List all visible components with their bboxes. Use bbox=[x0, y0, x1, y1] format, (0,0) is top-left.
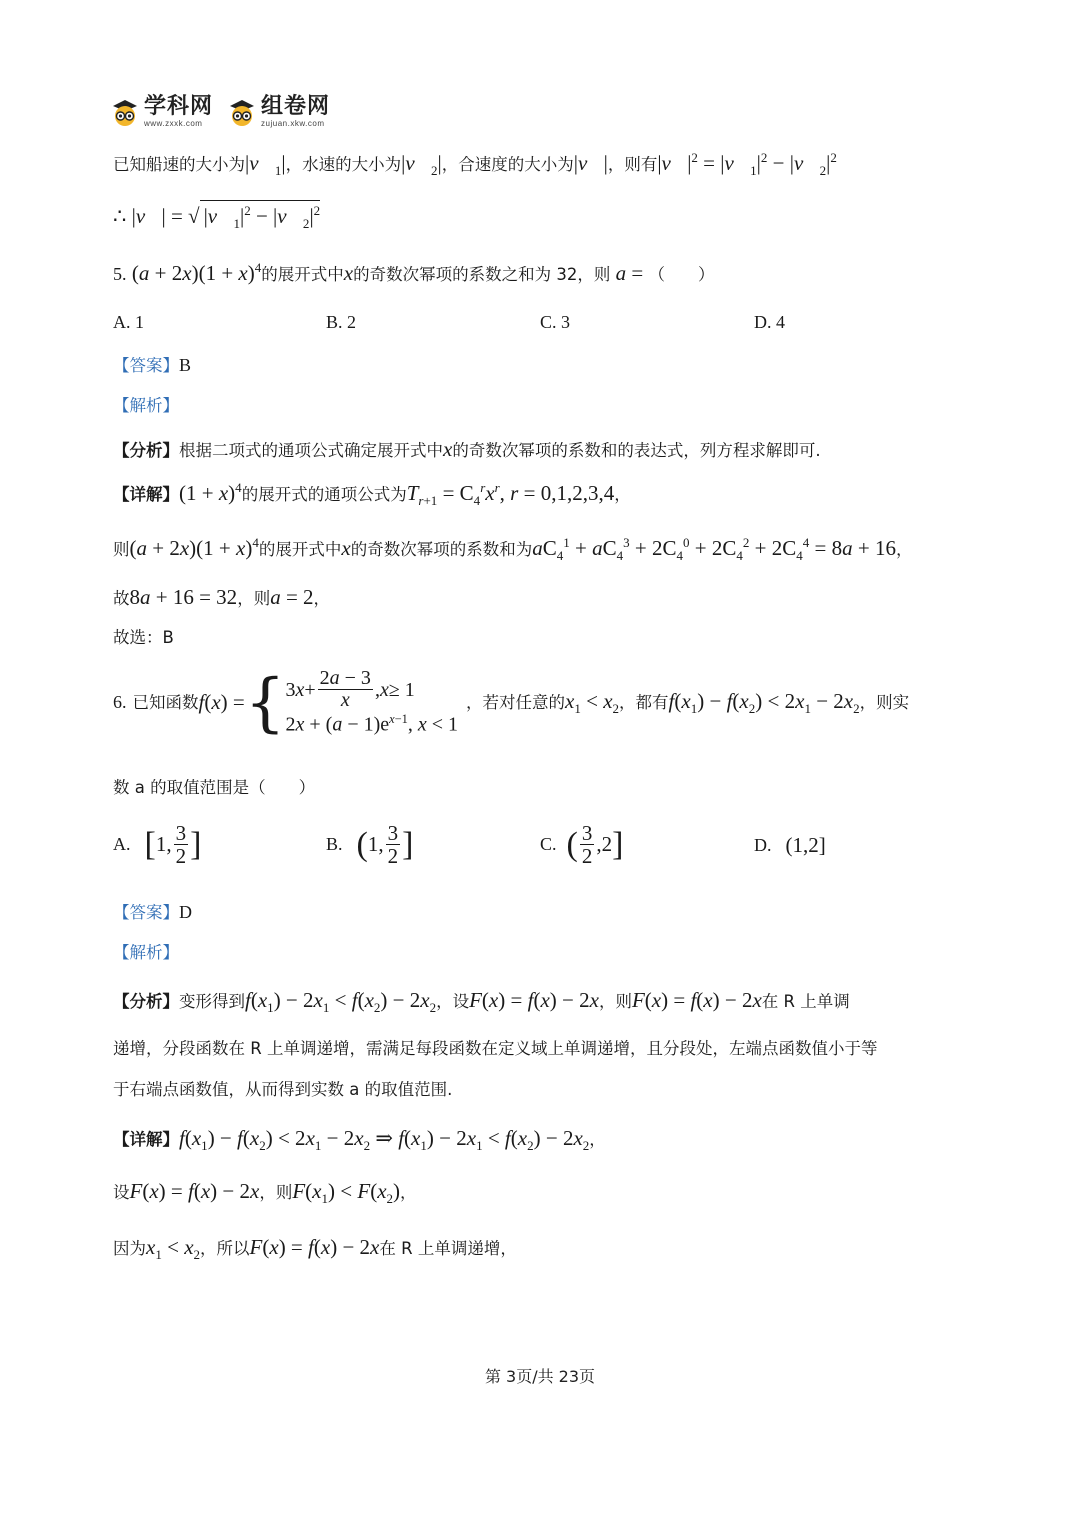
q6-stem-line2: 数 a 的取值范围是（ ） bbox=[113, 778, 316, 797]
q6-option-d[interactable]: D. (1,2] bbox=[754, 833, 826, 857]
q6-fenxi1: 【分析】变形得到$f(x_1) - 2x_1 < f(x_2) - 2x_2$，设F(x) = f(x) − 2x，则F(x) = f(x) − 2x在 R 上单调 bbox=[113, 988, 850, 1016]
zujuan-logo[interactable] bbox=[227, 96, 330, 128]
q6-stem-line1: 6. 已知函数 f(x) = { 3 x + $\frac{2a - 3}{x}$ , x ≥ 1 $2x + (a - 1)e^{x-1}$, x < 1 ，若对任意的 $x_1 < x_2$ ，都有 $f(x_1) - f(x_2) < 2x_1 - 2x_2$ ，则实 bbox=[113, 665, 910, 740]
q6-fenxi2: 递增，分段函数在 R 上单调递增，需满足每段函数在定义域上单调递增，且分段处，左端点函数值小于等 bbox=[113, 1039, 878, 1058]
brand1-name: 学科网 bbox=[144, 94, 214, 119]
q6-answer: 【答案】D bbox=[113, 902, 192, 922]
q6-option-b[interactable]: B. ( 1, $\frac{3}{2}$ ] bbox=[326, 821, 414, 869]
brand1-url: www.zxxk.com bbox=[144, 119, 203, 128]
brand2-name: 组卷网 bbox=[261, 94, 331, 119]
q5-option-b[interactable]: B. 2 bbox=[326, 312, 357, 332]
q6-analysis-heading: 【解析】 bbox=[113, 943, 179, 962]
q5-option-d[interactable]: D. 4 bbox=[754, 312, 785, 332]
q5-analysis-heading: 【解析】 bbox=[113, 396, 179, 415]
q4-line1: 已知船速的大小为$|v⃗_1|$，水速的大小为$|v⃗_2|$，合速度的大小为|v⃗|，则有$|v⃗|^2$ = $|v⃗_1|^2$ − $|v⃗_2|^2$ bbox=[113, 150, 837, 179]
q6-fenxi3: 于右端点函数值，从而得到实数 a 的取值范围. bbox=[113, 1080, 453, 1099]
owl-icon bbox=[227, 97, 257, 127]
q6-option-c[interactable]: C. ( $\frac{3}{2}$ ,2 ] bbox=[540, 821, 624, 869]
q6-detail2: 设F(x) = f(x) − 2x，则$F(x_1) < F(x_2)$， bbox=[113, 1179, 417, 1207]
q4-line2: ∴ |v⃗| = √ $|v⃗_1|^2$ − $|v⃗_2|^2$ bbox=[113, 200, 320, 233]
brand2-url: zujuan.xkw.com bbox=[261, 119, 325, 128]
q5-choose: 故选：B bbox=[113, 628, 174, 647]
page-number: 第 3页/共 23页 bbox=[484, 1367, 596, 1386]
q6-detail1: 【详解】$f(x_1) - f(x_2) < 2x_1 - 2x_2$ ⇒ $f(x_1) - 2x_1 < f(x_2) - 2x_2$， bbox=[113, 1126, 606, 1154]
q5-option-c[interactable]: C. 3 bbox=[540, 312, 571, 332]
q5-answer: 【答案】B bbox=[113, 355, 192, 375]
q5-detail2: 则$(a + 2x)(1 + x)^4$的展开式中x的奇数次幂项的系数和为$aC_4^1 + aC_4^3 + 2C_4^0 + 2C_4^2 + 2C_4^4 = 8a + 16$， bbox=[113, 535, 913, 564]
q5-option-a[interactable]: A. 1 bbox=[113, 312, 144, 332]
q6-option-a[interactable]: A. [ 1, $\frac{3}{2}$ ] bbox=[113, 821, 202, 869]
q5-detail3: 故8a + 16 = 32，则a = 2， bbox=[113, 585, 331, 609]
q5-detail1: 【详解】$(1 + x)^4$的展开式的通项公式为$T_{r+1} = C_4^rx^r$, r = 0,1,2,3,4， bbox=[113, 480, 631, 509]
q5-fenxi: 【分析】根据二项式的通项公式确定展开式中x的奇数次幂项的系数和的表达式，列方程求解即可. bbox=[113, 437, 821, 461]
owl-icon bbox=[110, 97, 140, 127]
xkw-logo[interactable] bbox=[110, 96, 213, 128]
header-logos bbox=[110, 96, 330, 128]
q5-stem: 5. $(a + 2x)(1 + x)^4$的展开式中x的奇数次幂项的系数之和为 32，则 a = （ ） bbox=[113, 260, 715, 285]
q6-detail3: 因为$x_1 < x_2$，所以F(x) = f(x) − 2x在 R 上单调递增， bbox=[113, 1235, 517, 1263]
